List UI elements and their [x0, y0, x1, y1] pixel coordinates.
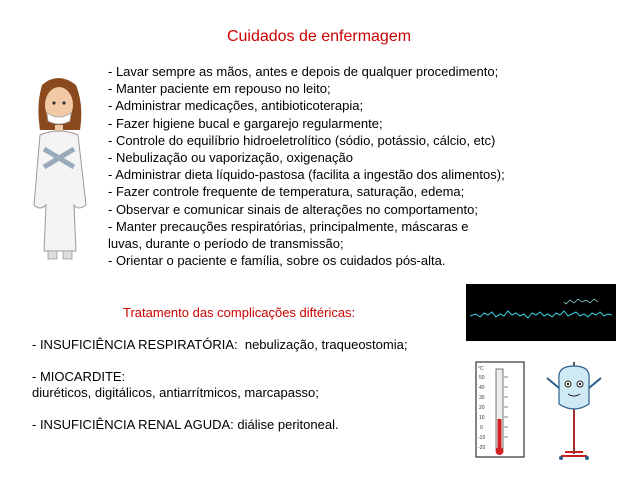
- thermometer-label: 20: [479, 405, 485, 411]
- thermometer-label: -20: [478, 445, 486, 451]
- thermometer-image: [475, 361, 525, 458]
- thermometer-label: 40: [479, 385, 485, 391]
- care-item: - Orientar o paciente e família, sobre os cuidados pós-alta.: [108, 253, 446, 269]
- thermometer-label: 10: [479, 415, 485, 421]
- care-item: - Manter precauções respiratórias, principalmente, máscaras e: [108, 218, 469, 234]
- renal-text: - INSUFICIÊNCIA RENAL AGUDA: diálise peritoneal.: [32, 417, 339, 432]
- care-item: - Lavar sempre as mãos, antes e depois de qualquer procedimento;: [108, 64, 499, 79]
- care-item: - Fazer controle frequente de temperatura, saturação, edema;: [108, 184, 465, 200]
- complications-title: Tratamento das complicações diftéricas:: [123, 305, 356, 320]
- care-item: luvas, durante o período de transmissão;: [108, 236, 344, 252]
- thermometer-label: 30: [479, 395, 485, 401]
- care-item: - Manter paciente em repouso no leito;: [108, 81, 331, 97]
- care-item: - Nebulização ou vaporização, oxigenação: [108, 150, 353, 166]
- myocarditis-title: - MIOCARDITE:: [32, 369, 126, 384]
- care-list: [108, 63, 568, 269]
- myocarditis-text: diuréticos, digitálicos, antiarrítmicos, marcapasso;: [32, 385, 319, 400]
- ecg-monitor-image: [466, 284, 616, 341]
- respiratory-text: - INSUFICIÊNCIA RESPIRATÓRIA: nebulização, traqueostomia;: [32, 337, 408, 352]
- thermometer-label: -10: [478, 435, 486, 441]
- care-item: - Administrar dieta líquido-pastosa (facilita a ingestão dos alimentos);: [108, 167, 505, 183]
- thermometer-label: 0: [480, 425, 483, 431]
- thermometer-label: 50: [479, 375, 485, 381]
- care-item: - Fazer higiene bucal e gargarejo regularmente;: [108, 115, 383, 131]
- nurse-illustration: [28, 75, 92, 263]
- page-title: Cuidados de enfermagem: [226, 28, 412, 45]
- iv-drip-image: [537, 360, 611, 462]
- care-item: - Administrar medicações, antibioticoterapia;: [108, 98, 364, 114]
- care-item: - Observar e comunicar sinais de alterações no comportamento;: [108, 201, 478, 217]
- care-item: - Controle do equilíbrio hidroeletrolítico (sódio, potássio, cálcio, etc): [108, 132, 496, 148]
- thermometer-label: °C: [478, 366, 484, 372]
